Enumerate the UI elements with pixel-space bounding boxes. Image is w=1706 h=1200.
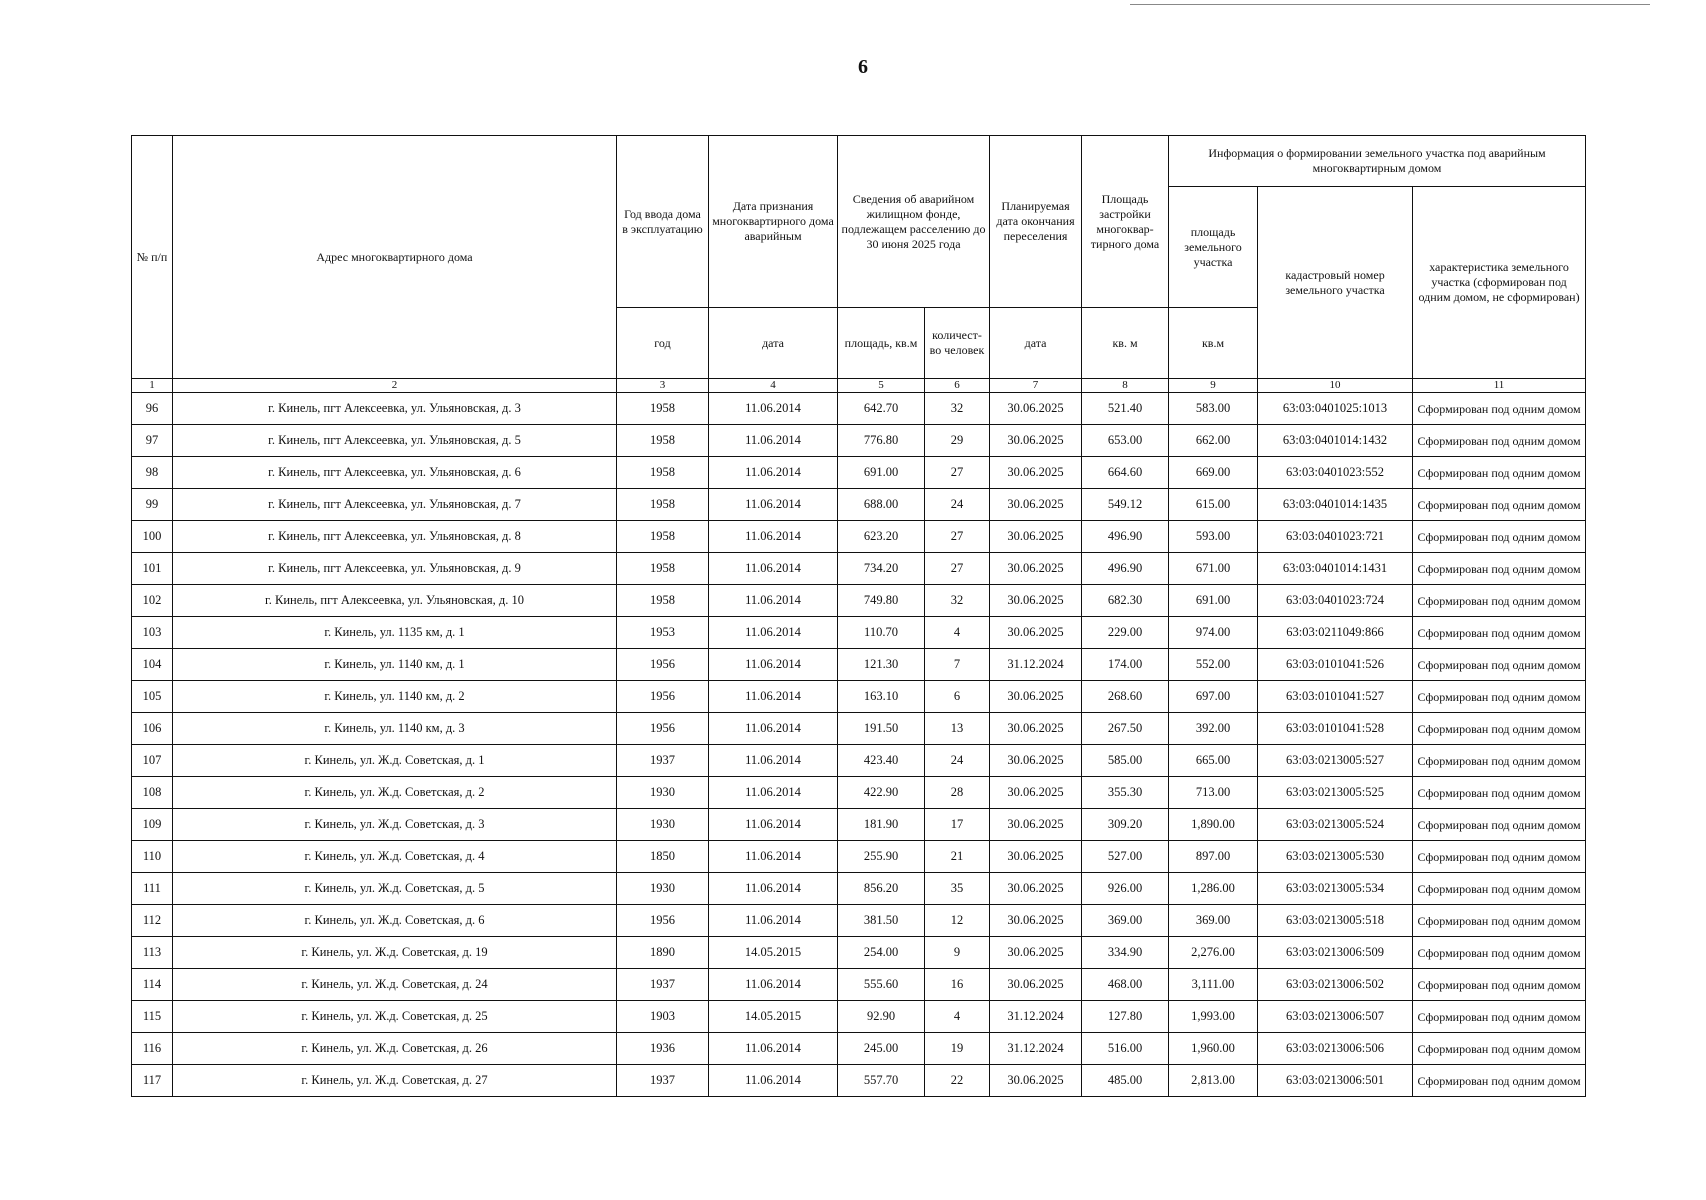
column-number: 1 [132, 379, 173, 393]
row-number: 116 [132, 1033, 173, 1065]
row-number: 110 [132, 841, 173, 873]
unit-date: дата [709, 308, 838, 379]
emergency-area-cell: 734.20 [838, 553, 925, 585]
column-numbers-row [132, 379, 1586, 393]
people-count-cell: 17 [925, 809, 990, 841]
year-cell: 1958 [617, 457, 709, 489]
built-area-cell: 355.30 [1082, 777, 1169, 809]
year-cell: 1953 [617, 617, 709, 649]
emergency-area-cell: 776.80 [838, 425, 925, 457]
emergency-area-cell: 181.90 [838, 809, 925, 841]
year-cell: 1958 [617, 489, 709, 521]
header-info-fund: Сведения об аварийном жилищном фонде, подлежащем расселению до 30 июня 2025 года [838, 136, 990, 308]
header-address: Адрес многоквартирного дома [173, 136, 617, 379]
year-cell: 1890 [617, 937, 709, 969]
table-row [132, 745, 1586, 777]
land-characteristic-cell: Сформирован под одним домом [1413, 1033, 1586, 1065]
people-count-cell: 4 [925, 1001, 990, 1033]
recognition-date-cell: 11.06.2014 [709, 841, 838, 873]
land-area-cell: 974.00 [1169, 617, 1258, 649]
land-characteristic-cell: Сформирован под одним домом [1413, 937, 1586, 969]
year-cell: 1930 [617, 873, 709, 905]
land-area-cell: 713.00 [1169, 777, 1258, 809]
land-area-cell: 583.00 [1169, 393, 1258, 425]
land-characteristic-cell: Сформирован под одним домом [1413, 905, 1586, 937]
land-area-cell: 1,960.00 [1169, 1033, 1258, 1065]
year-cell: 1958 [617, 521, 709, 553]
recognition-date-cell: 11.06.2014 [709, 809, 838, 841]
people-count-cell: 4 [925, 617, 990, 649]
people-count-cell: 6 [925, 681, 990, 713]
recognition-date-cell: 11.06.2014 [709, 905, 838, 937]
planned-date-cell: 30.06.2025 [990, 969, 1082, 1001]
row-number: 109 [132, 809, 173, 841]
address-cell: г. Кинель, пгт Алексеевка, ул. Ульяновская, д. 5 [173, 425, 617, 457]
emergency-area-cell: 121.30 [838, 649, 925, 681]
cadastral-number-cell: 63:03:0213005:527 [1258, 745, 1413, 777]
address-cell: г. Кинель, ул. Ж.д. Советская, д. 5 [173, 873, 617, 905]
year-cell: 1937 [617, 969, 709, 1001]
year-cell: 1936 [617, 1033, 709, 1065]
land-area-cell: 691.00 [1169, 585, 1258, 617]
planned-date-cell: 30.06.2025 [990, 585, 1082, 617]
header-planned-date: Планируемая дата окончания переселения [990, 136, 1082, 308]
recognition-date-cell: 11.06.2014 [709, 521, 838, 553]
header-land-char: характеристика земельного участка (сформирован под одним домом, не сформирован) [1413, 187, 1586, 379]
planned-date-cell: 30.06.2025 [990, 521, 1082, 553]
recognition-date-cell: 11.06.2014 [709, 393, 838, 425]
people-count-cell: 28 [925, 777, 990, 809]
built-area-cell: 309.20 [1082, 809, 1169, 841]
land-area-cell: 3,111.00 [1169, 969, 1258, 1001]
table-row [132, 1033, 1586, 1065]
year-cell: 1930 [617, 777, 709, 809]
land-characteristic-cell: Сформирован под одним домом [1413, 841, 1586, 873]
year-cell: 1958 [617, 393, 709, 425]
cadastral-number-cell: 63:03:0213006:501 [1258, 1065, 1413, 1097]
row-number: 103 [132, 617, 173, 649]
built-area-cell: 496.90 [1082, 553, 1169, 585]
unit-planned: дата [990, 308, 1082, 379]
built-area-cell: 485.00 [1082, 1065, 1169, 1097]
planned-date-cell: 30.06.2025 [990, 937, 1082, 969]
emergency-area-cell: 555.60 [838, 969, 925, 1001]
land-characteristic-cell: Сформирован под одним домом [1413, 489, 1586, 521]
emergency-area-cell: 749.80 [838, 585, 925, 617]
column-number: 4 [709, 379, 838, 393]
year-cell: 1850 [617, 841, 709, 873]
row-number: 115 [132, 1001, 173, 1033]
recognition-date-cell: 11.06.2014 [709, 1033, 838, 1065]
year-cell: 1958 [617, 425, 709, 457]
recognition-date-cell: 11.06.2014 [709, 553, 838, 585]
recognition-date-cell: 11.06.2014 [709, 681, 838, 713]
people-count-cell: 13 [925, 713, 990, 745]
row-number: 104 [132, 649, 173, 681]
column-number: 7 [990, 379, 1082, 393]
row-number: 112 [132, 905, 173, 937]
planned-date-cell: 30.06.2025 [990, 841, 1082, 873]
people-count-cell: 32 [925, 393, 990, 425]
address-cell: г. Кинель, пгт Алексеевка, ул. Ульяновская, д. 9 [173, 553, 617, 585]
planned-date-cell: 30.06.2025 [990, 393, 1082, 425]
people-count-cell: 32 [925, 585, 990, 617]
people-count-cell: 27 [925, 553, 990, 585]
table-row [132, 393, 1586, 425]
address-cell: г. Кинель, ул. Ж.д. Советская, д. 2 [173, 777, 617, 809]
address-cell: г. Кинель, пгт Алексеевка, ул. Ульяновская, д. 8 [173, 521, 617, 553]
recognition-date-cell: 11.06.2014 [709, 713, 838, 745]
address-cell: г. Кинель, ул. 1140 км, д. 2 [173, 681, 617, 713]
table-row [132, 649, 1586, 681]
emergency-area-cell: 691.00 [838, 457, 925, 489]
year-cell: 1958 [617, 585, 709, 617]
table-row [132, 873, 1586, 905]
table-row [132, 1001, 1586, 1033]
table-row [132, 617, 1586, 649]
emergency-area-cell: 110.70 [838, 617, 925, 649]
year-cell: 1956 [617, 681, 709, 713]
planned-date-cell: 31.12.2024 [990, 1033, 1082, 1065]
land-characteristic-cell: Сформирован под одним домом [1413, 713, 1586, 745]
row-number: 113 [132, 937, 173, 969]
land-characteristic-cell: Сформирован под одним домом [1413, 1065, 1586, 1097]
land-characteristic-cell: Сформирован под одним домом [1413, 873, 1586, 905]
land-characteristic-cell: Сформирован под одним домом [1413, 393, 1586, 425]
row-number: 99 [132, 489, 173, 521]
row-number: 102 [132, 585, 173, 617]
emergency-area-cell: 557.70 [838, 1065, 925, 1097]
recognition-date-cell: 11.06.2014 [709, 649, 838, 681]
row-number: 105 [132, 681, 173, 713]
address-cell: г. Кинель, ул. Ж.д. Советская, д. 6 [173, 905, 617, 937]
land-area-cell: 593.00 [1169, 521, 1258, 553]
row-number: 96 [132, 393, 173, 425]
built-area-cell: 682.30 [1082, 585, 1169, 617]
table-row [132, 969, 1586, 1001]
built-area-cell: 334.90 [1082, 937, 1169, 969]
recognition-date-cell: 11.06.2014 [709, 777, 838, 809]
address-cell: г. Кинель, ул. Ж.д. Советская, д. 19 [173, 937, 617, 969]
address-cell: г. Кинель, пгт Алексеевка, ул. Ульяновская, д. 3 [173, 393, 617, 425]
year-cell: 1956 [617, 649, 709, 681]
built-area-cell: 664.60 [1082, 457, 1169, 489]
row-number: 117 [132, 1065, 173, 1097]
cadastral-number-cell: 63:03:0401014:1432 [1258, 425, 1413, 457]
people-count-cell: 24 [925, 745, 990, 777]
unit-year: год [617, 308, 709, 379]
header-num: № п/п [132, 136, 173, 379]
recognition-date-cell: 11.06.2014 [709, 1065, 838, 1097]
recognition-date-cell: 14.05.2015 [709, 937, 838, 969]
cadastral-number-cell: 63:03:0213006:502 [1258, 969, 1413, 1001]
land-characteristic-cell: Сформирован под одним домом [1413, 969, 1586, 1001]
table-body [132, 393, 1586, 1097]
built-area-cell: 127.80 [1082, 1001, 1169, 1033]
column-number: 3 [617, 379, 709, 393]
cadastral-number-cell: 63:03:0213006:506 [1258, 1033, 1413, 1065]
emergency-area-cell: 423.40 [838, 745, 925, 777]
header-year: Год ввода дома в эксплуатацию [617, 136, 709, 308]
table-header [132, 136, 1586, 393]
land-characteristic-cell: Сформирован под одним домом [1413, 681, 1586, 713]
recognition-date-cell: 11.06.2014 [709, 457, 838, 489]
cadastral-number-cell: 63:03:0213005:518 [1258, 905, 1413, 937]
table-row [132, 457, 1586, 489]
built-area-cell: 549.12 [1082, 489, 1169, 521]
emergency-area-cell: 422.90 [838, 777, 925, 809]
table-row [132, 809, 1586, 841]
cadastral-number-cell: 63:03:0101041:526 [1258, 649, 1413, 681]
year-cell: 1930 [617, 809, 709, 841]
table-row [132, 1065, 1586, 1097]
land-characteristic-cell: Сформирован под одним домом [1413, 521, 1586, 553]
row-number: 111 [132, 873, 173, 905]
header-date-recognized: Дата признания многоквартирного дома аварийным [709, 136, 838, 308]
people-count-cell: 16 [925, 969, 990, 1001]
land-characteristic-cell: Сформирован под одним домом [1413, 585, 1586, 617]
recognition-date-cell: 11.06.2014 [709, 969, 838, 1001]
emergency-area-cell: 191.50 [838, 713, 925, 745]
land-characteristic-cell: Сформирован под одним домом [1413, 617, 1586, 649]
land-area-cell: 662.00 [1169, 425, 1258, 457]
cadastral-number-cell: 63:03:0213005:525 [1258, 777, 1413, 809]
planned-date-cell: 30.06.2025 [990, 809, 1082, 841]
planned-date-cell: 30.06.2025 [990, 681, 1082, 713]
emergency-area-cell: 623.20 [838, 521, 925, 553]
land-area-cell: 671.00 [1169, 553, 1258, 585]
land-characteristic-cell: Сформирован под одним домом [1413, 777, 1586, 809]
built-area-cell: 926.00 [1082, 873, 1169, 905]
header-built-area: Площадь застройки многоквар-тирного дома [1082, 136, 1169, 308]
header-cadastral: кадастровый номер земельного участка [1258, 187, 1413, 379]
people-count-cell: 27 [925, 521, 990, 553]
recognition-date-cell: 11.06.2014 [709, 489, 838, 521]
table-row [132, 489, 1586, 521]
planned-date-cell: 30.06.2025 [990, 457, 1082, 489]
header-land-info: Информация о формировании земельного участка под аварийным многоквартирным домом [1169, 136, 1586, 187]
planned-date-cell: 30.06.2025 [990, 553, 1082, 585]
unit-area: площадь, кв.м [838, 308, 925, 379]
cadastral-number-cell: 63:03:0101041:528 [1258, 713, 1413, 745]
row-number: 106 [132, 713, 173, 745]
built-area-cell: 468.00 [1082, 969, 1169, 1001]
recognition-date-cell: 11.06.2014 [709, 425, 838, 457]
emergency-area-cell: 642.70 [838, 393, 925, 425]
address-cell: г. Кинель, ул. Ж.д. Советская, д. 1 [173, 745, 617, 777]
cadastral-number-cell: 63:03:0213006:507 [1258, 1001, 1413, 1033]
page-number: 6 [858, 56, 868, 78]
unit-people: количест-во человек [925, 308, 990, 379]
cadastral-number-cell: 63:03:0213005:524 [1258, 809, 1413, 841]
address-cell: г. Кинель, ул. Ж.д. Советская, д. 26 [173, 1033, 617, 1065]
people-count-cell: 21 [925, 841, 990, 873]
address-cell: г. Кинель, пгт Алексеевка, ул. Ульяновская, д. 10 [173, 585, 617, 617]
people-count-cell: 35 [925, 873, 990, 905]
emergency-area-cell: 381.50 [838, 905, 925, 937]
address-cell: г. Кинель, пгт Алексеевка, ул. Ульяновская, д. 7 [173, 489, 617, 521]
address-cell: г. Кинель, ул. Ж.д. Советская, д. 24 [173, 969, 617, 1001]
land-area-cell: 2,813.00 [1169, 1065, 1258, 1097]
built-area-cell: 527.00 [1082, 841, 1169, 873]
built-area-cell: 496.90 [1082, 521, 1169, 553]
planned-date-cell: 30.06.2025 [990, 425, 1082, 457]
row-number: 100 [132, 521, 173, 553]
row-number: 101 [132, 553, 173, 585]
land-characteristic-cell: Сформирован под одним домом [1413, 745, 1586, 777]
address-cell: г. Кинель, ул. 1140 км, д. 1 [173, 649, 617, 681]
address-cell: г. Кинель, ул. Ж.д. Советская, д. 25 [173, 1001, 617, 1033]
land-characteristic-cell: Сформирован под одним домом [1413, 649, 1586, 681]
column-number: 5 [838, 379, 925, 393]
recognition-date-cell: 11.06.2014 [709, 585, 838, 617]
table-row [132, 521, 1586, 553]
planned-date-cell: 30.06.2025 [990, 873, 1082, 905]
built-area-cell: 585.00 [1082, 745, 1169, 777]
land-area-cell: 697.00 [1169, 681, 1258, 713]
land-characteristic-cell: Сформирован под одним домом [1413, 457, 1586, 489]
land-characteristic-cell: Сформирован под одним домом [1413, 809, 1586, 841]
people-count-cell: 22 [925, 1065, 990, 1097]
table-row [132, 777, 1586, 809]
planned-date-cell: 30.06.2025 [990, 745, 1082, 777]
planned-date-cell: 31.12.2024 [990, 1001, 1082, 1033]
built-area-cell: 229.00 [1082, 617, 1169, 649]
year-cell: 1903 [617, 1001, 709, 1033]
land-characteristic-cell: Сформирован под одним домом [1413, 553, 1586, 585]
unit-land: кв.м [1169, 308, 1258, 379]
unit-built: кв. м [1082, 308, 1169, 379]
land-area-cell: 2,276.00 [1169, 937, 1258, 969]
people-count-cell: 7 [925, 649, 990, 681]
table-row [132, 585, 1586, 617]
header-land-area: площадь земельного участка [1169, 187, 1258, 308]
year-cell: 1958 [617, 553, 709, 585]
year-cell: 1956 [617, 905, 709, 937]
people-count-cell: 9 [925, 937, 990, 969]
address-cell: г. Кинель, ул. Ж.д. Советская, д. 3 [173, 809, 617, 841]
built-area-cell: 653.00 [1082, 425, 1169, 457]
emergency-area-cell: 163.10 [838, 681, 925, 713]
housing-register-table [131, 135, 1586, 1097]
land-area-cell: 897.00 [1169, 841, 1258, 873]
table-row [132, 937, 1586, 969]
row-number: 114 [132, 969, 173, 1001]
cadastral-number-cell: 63:03:0401023:552 [1258, 457, 1413, 489]
emergency-area-cell: 255.90 [838, 841, 925, 873]
recognition-date-cell: 11.06.2014 [709, 873, 838, 905]
people-count-cell: 29 [925, 425, 990, 457]
recognition-date-cell: 11.06.2014 [709, 745, 838, 777]
cadastral-number-cell: 63:03:0401023:721 [1258, 521, 1413, 553]
cadastral-number-cell: 63:03:0401023:724 [1258, 585, 1413, 617]
built-area-cell: 174.00 [1082, 649, 1169, 681]
table-row [132, 713, 1586, 745]
column-number: 2 [173, 379, 617, 393]
land-area-cell: 1,890.00 [1169, 809, 1258, 841]
table-row [132, 425, 1586, 457]
built-area-cell: 268.60 [1082, 681, 1169, 713]
land-area-cell: 615.00 [1169, 489, 1258, 521]
cadastral-number-cell: 63:03:0101041:527 [1258, 681, 1413, 713]
planned-date-cell: 30.06.2025 [990, 713, 1082, 745]
land-area-cell: 552.00 [1169, 649, 1258, 681]
planned-date-cell: 31.12.2024 [990, 649, 1082, 681]
recognition-date-cell: 14.05.2015 [709, 1001, 838, 1033]
year-cell: 1956 [617, 713, 709, 745]
table-row [132, 681, 1586, 713]
column-number: 10 [1258, 379, 1413, 393]
address-cell: г. Кинель, ул. 1135 км, д. 1 [173, 617, 617, 649]
address-cell: г. Кинель, ул. Ж.д. Советская, д. 27 [173, 1065, 617, 1097]
table-row [132, 553, 1586, 585]
cadastral-number-cell: 63:03:0401025:1013 [1258, 393, 1413, 425]
built-area-cell: 521.40 [1082, 393, 1169, 425]
row-number: 98 [132, 457, 173, 489]
emergency-area-cell: 245.00 [838, 1033, 925, 1065]
emergency-area-cell: 856.20 [838, 873, 925, 905]
planned-date-cell: 30.06.2025 [990, 905, 1082, 937]
cadastral-number-cell: 63:03:0213005:530 [1258, 841, 1413, 873]
people-count-cell: 27 [925, 457, 990, 489]
scan-edge-line [1130, 4, 1650, 5]
cadastral-number-cell: 63:03:0213005:534 [1258, 873, 1413, 905]
land-characteristic-cell: Сформирован под одним домом [1413, 1001, 1586, 1033]
column-number: 8 [1082, 379, 1169, 393]
column-number: 9 [1169, 379, 1258, 393]
people-count-cell: 19 [925, 1033, 990, 1065]
emergency-area-cell: 688.00 [838, 489, 925, 521]
planned-date-cell: 30.06.2025 [990, 617, 1082, 649]
built-area-cell: 369.00 [1082, 905, 1169, 937]
row-number: 97 [132, 425, 173, 457]
built-area-cell: 516.00 [1082, 1033, 1169, 1065]
land-characteristic-cell: Сформирован под одним домом [1413, 425, 1586, 457]
land-area-cell: 665.00 [1169, 745, 1258, 777]
emergency-area-cell: 254.00 [838, 937, 925, 969]
table-row [132, 841, 1586, 873]
row-number: 107 [132, 745, 173, 777]
planned-date-cell: 30.06.2025 [990, 489, 1082, 521]
planned-date-cell: 30.06.2025 [990, 777, 1082, 809]
address-cell: г. Кинель, пгт Алексеевка, ул. Ульяновская, д. 6 [173, 457, 617, 489]
table-row [132, 905, 1586, 937]
planned-date-cell: 30.06.2025 [990, 1065, 1082, 1097]
row-number: 108 [132, 777, 173, 809]
column-number: 6 [925, 379, 990, 393]
land-area-cell: 669.00 [1169, 457, 1258, 489]
cadastral-number-cell: 63:03:0401014:1431 [1258, 553, 1413, 585]
land-area-cell: 369.00 [1169, 905, 1258, 937]
land-area-cell: 392.00 [1169, 713, 1258, 745]
year-cell: 1937 [617, 745, 709, 777]
people-count-cell: 12 [925, 905, 990, 937]
address-cell: г. Кинель, ул. 1140 км, д. 3 [173, 713, 617, 745]
column-number: 11 [1413, 379, 1586, 393]
land-area-cell: 1,993.00 [1169, 1001, 1258, 1033]
built-area-cell: 267.50 [1082, 713, 1169, 745]
address-cell: г. Кинель, ул. Ж.д. Советская, д. 4 [173, 841, 617, 873]
emergency-area-cell: 92.90 [838, 1001, 925, 1033]
year-cell: 1937 [617, 1065, 709, 1097]
people-count-cell: 24 [925, 489, 990, 521]
land-area-cell: 1,286.00 [1169, 873, 1258, 905]
recognition-date-cell: 11.06.2014 [709, 617, 838, 649]
cadastral-number-cell: 63:03:0211049:866 [1258, 617, 1413, 649]
cadastral-number-cell: 63:03:0213006:509 [1258, 937, 1413, 969]
cadastral-number-cell: 63:03:0401014:1435 [1258, 489, 1413, 521]
